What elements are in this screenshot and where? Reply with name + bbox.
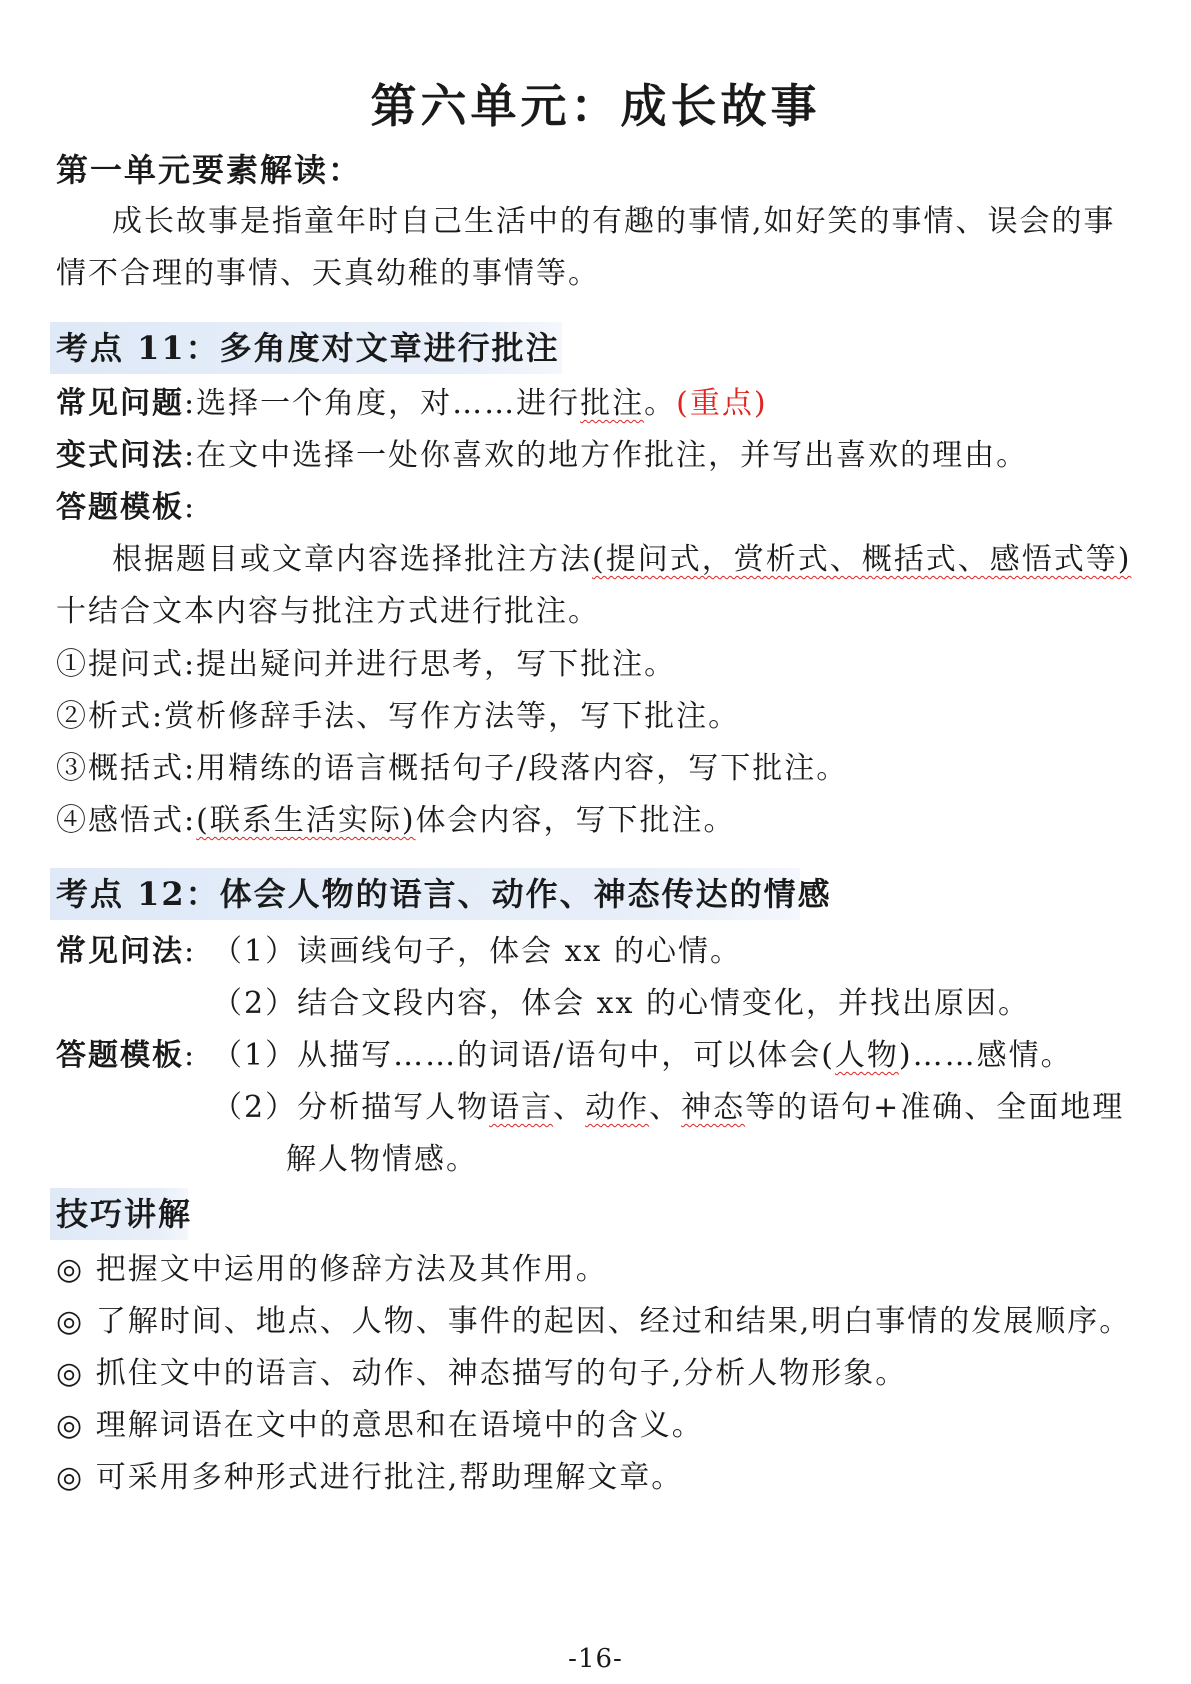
template-2-sep-2: 、 [649,1090,682,1125]
point12-template-2-continued: 解人物情感。 [286,1142,478,1177]
intro-paragraph-line-1: 成长故事是指童年时自己生活中的有趣的事情,如好笑的事情、误会的事 [112,204,1116,239]
template-label: 答题模板 [56,1038,184,1073]
point12-template-label-line [56,1036,196,1076]
tip-item: ◎ 把握文中运用的修辞方法及其作用。 [56,1252,608,1287]
question-text-annotation: 批注 [580,386,645,421]
point11-method-item-2: ②析式:赏析修辞手法、写作方法等，写下批注。 [56,699,741,734]
method-item-4-label: ④感悟式: [56,803,197,838]
template-colon: : [184,1038,197,1073]
template-1-end: )……感情。 [898,1038,1073,1073]
key-point-tag: (重点) [676,386,768,421]
template-text: 根据题目或文章内容选择批注方法 [112,542,592,577]
template-2-end: 等的语句+准确、全面地理 [745,1090,1125,1125]
template-1-text: （1）从描写……的词语/语句中，可以体会( [212,1038,835,1073]
question-label: 常见问题 [56,386,184,421]
tip-item: ◎ 了解时间、地点、人物、事件的起因、经过和结果,明白事情的发展顺序。 [56,1304,1132,1339]
question-text-end: 。 [644,386,677,421]
question-colon: : [184,934,197,969]
intro-heading: 第一单元要素解读： [56,151,363,189]
point11-variant-line [56,436,1028,476]
tip-item: ◎ 抓住文中的语言、动作、神态描写的句子,分析人物形象。 [56,1356,908,1391]
template-2-action: 动作 [585,1090,650,1125]
point12-heading: 考点 12：体会人物的语言、动作、神态传达的情感 [56,875,832,913]
point11-template-label-line [56,488,196,528]
question-text: :选择一个角度，对……进行 [184,386,581,421]
page-title: 第六单元：成长故事 [370,79,821,133]
template-1-person: 人物 [834,1038,899,1073]
point12-question-label-line [56,932,196,972]
method-item-4-text: 体会内容，写下批注。 [415,803,736,838]
variant-text: :在文中选择一处你喜欢的地方作批注，并写出喜欢的理由。 [184,438,1029,473]
page-number: -16- [568,1644,623,1674]
point12-question-2: （2）结合文段内容，体会 xx 的心情变化，并找出原因。 [212,986,1030,1021]
point11-template-paragraph-line-2: 十结合文本内容与批注方式进行批注。 [56,594,600,629]
question-label: 常见问法 [56,934,184,969]
point11-question-line [56,384,768,424]
point11-heading: 考点 11：多角度对文章进行批注 [56,329,560,367]
template-2-sep-1: 、 [553,1090,586,1125]
tip-item: ◎ 理解词语在文中的意思和在语境中的含义。 [56,1408,704,1443]
point11-method-item-4 [56,801,736,841]
template-2-text: （2）分析描写人物 [212,1090,490,1125]
template-methods: (提问式，赏析式、概括式、感悟式等) [592,542,1132,577]
method-item-4-note: (联系生活实际) [196,803,416,838]
intro-paragraph-line-2: 情不合理的事情、天真幼稚的事情等。 [56,256,600,291]
template-2-expression: 神态 [681,1090,746,1125]
point11-template-paragraph-line-1 [112,540,1131,580]
point11-method-item-1: ①提问式:提出疑问并进行思考，写下批注。 [56,647,677,682]
point12-template-1 [212,1036,1073,1076]
point12-question-1: （1）读画线句子，体会 xx 的心情。 [212,934,742,969]
template-2-speech: 语言 [489,1090,554,1125]
tips-heading: 技巧讲解 [56,1195,193,1233]
point12-template-2 [212,1088,1124,1128]
template-colon: : [184,490,197,525]
point11-method-item-3: ③概括式:用精练的语言概括句子/段落内容，写下批注。 [56,751,849,786]
variant-label: 变式问法 [56,438,184,473]
template-label: 答题模板 [56,490,184,525]
tip-item: ◎ 可采用多种形式进行批注,帮助理解文章。 [56,1460,684,1495]
